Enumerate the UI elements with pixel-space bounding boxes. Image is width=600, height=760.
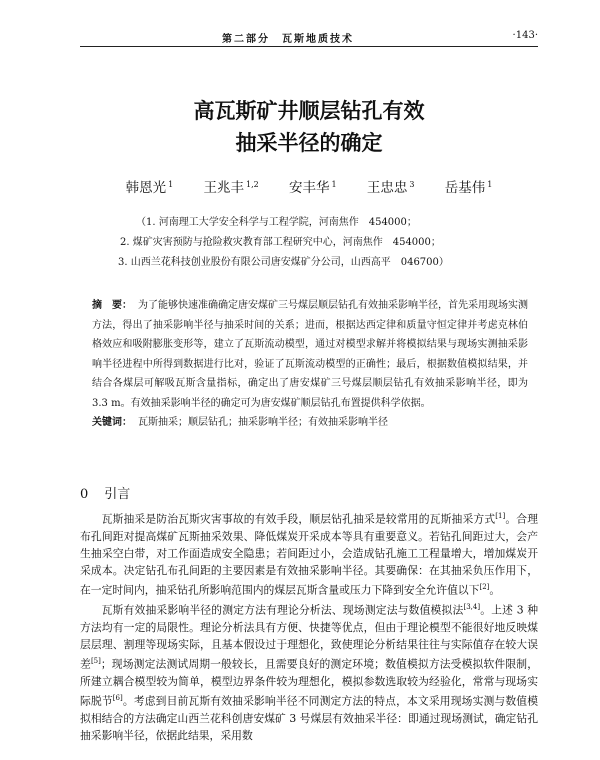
running-header bbox=[80, 30, 538, 44]
text-run: 。上述 3 种方法均有一定的局限性。理论分析法具有方便、快捷等优点，但由于理论模型不能很好地反映煤层层理、割理等现场实际，且基本假设过于理想化，致使理论分析结果往往与实际值存在较大误差 bbox=[80, 603, 539, 671]
abstract bbox=[92, 296, 528, 413]
text-run: 。合理布孔间距对提高煤矿瓦斯抽采效果、降低煤炭开采成本等具有重要意义。若钻孔间距过大，会产生抽采空白带，对工作面造成安全隐患；若间距过小，会造成钻孔施工工程量增大，增加煤炭开采成本。决定钻孔布孔间距的主要因素是有效抽采影响半径。其要确保：在其抽采负压作用下，在一定时间内，抽采钻孔所影响范围内的煤层瓦斯含量或压力下降到安全允许值以下 bbox=[80, 512, 539, 597]
running-title: 第二部分 瓦斯地质技术 bbox=[222, 34, 354, 45]
affiliations bbox=[80, 213, 538, 273]
abstract-label: 摘 要： bbox=[92, 300, 132, 311]
text-run: 。 bbox=[489, 584, 501, 597]
author bbox=[126, 180, 174, 196]
header-rule bbox=[80, 46, 538, 47]
author-name: 王兆丰 bbox=[203, 180, 244, 196]
keywords-label: 关键词： bbox=[92, 417, 132, 428]
text-run: 。考虑到目前瓦斯有效抽采影响半径不同测定方法的特点，本文采用现场实测与数值模拟相结合的方法确定山西兰花科创唐安煤矿 3 号煤层有效抽采半径：即通过现场测试，确定钻孔抽采影响半径，依据此结果，采用数 bbox=[80, 695, 539, 743]
page-number: ·143· bbox=[512, 30, 538, 41]
author-affiliation-mark: 1 bbox=[331, 179, 337, 189]
author-name: 岳基伟 bbox=[444, 180, 486, 196]
author-name: 王忠忠 bbox=[366, 180, 408, 196]
text-run: 瓦斯有效抽采影响半径的测定方法有理论分析法、现场测定法与数值模拟法 bbox=[101, 603, 464, 617]
affiliation-2: 2. 煤矿灾害预防与抢险救灾教育部工程研究中心，河南焦作 454000； bbox=[120, 237, 441, 248]
citation: [1] bbox=[495, 512, 506, 520]
keywords-text: 瓦斯抽采；顺层钻孔；抽采影响半径；有效抽采影响半径 bbox=[138, 417, 388, 428]
paper-title bbox=[80, 95, 538, 159]
paragraph bbox=[80, 508, 538, 599]
citation: [2] bbox=[479, 583, 490, 592]
author-affiliation-mark: 3 bbox=[409, 179, 415, 189]
affiliation-1: （1. 河南理工大学安全科学与工程学院，河南焦作 454000； bbox=[136, 217, 417, 228]
author bbox=[367, 180, 415, 196]
author-affiliation-mark: 1 bbox=[168, 179, 174, 189]
abstract-text: 为了能够快速准确确定唐安煤矿三号煤层顺层钻孔有效抽采影响半径，首先采用现场实测方法，得出了抽采影响半径与抽采时间的关系；进而，根据达西定律和质量守恒定律并考虑克林伯格效应和吸附膨胀变形等，建立了瓦斯流动模型，通过对模型求解并将模拟结果与现场实测抽采影响半径进程中所得到数据进行比对，验证了瓦斯流动模型的正确性；最后，根据数值模拟结果，并结合各煤层可解吸瓦斯含量指标，确定出了唐安煤矿三号煤层顺层钻孔有效抽采影响半径，即为 3.3 m。有效抽采影响半径的确定可为唐安煤矿顺层钻孔布置提供科学依据。 bbox=[92, 300, 528, 409]
author-list bbox=[80, 176, 538, 196]
citation: [3,4] bbox=[463, 603, 481, 612]
author-name: 韩恩光 bbox=[125, 180, 167, 196]
author bbox=[445, 180, 493, 196]
author-affiliation-mark: 1,2 bbox=[245, 179, 259, 189]
author bbox=[203, 180, 258, 196]
body-text bbox=[80, 508, 538, 745]
keywords bbox=[92, 413, 528, 433]
citation: [5] bbox=[90, 657, 101, 666]
affiliation-3: 3. 山西兰花科技创业股份有限公司唐安煤矿分公司，山西高平 046700） bbox=[118, 257, 449, 268]
section-number: 0 bbox=[80, 487, 89, 502]
text-run: 瓦斯抽采是防治瓦斯灾害事故的有效手段，顺层钻孔抽采是较常用的瓦斯抽采方式 bbox=[101, 512, 496, 526]
section-heading bbox=[80, 483, 130, 502]
title-line-1: 高瓦斯矿井顺层钻孔有效 bbox=[193, 98, 425, 123]
section-title: 引言 bbox=[104, 487, 131, 502]
citation: [6] bbox=[112, 694, 123, 703]
paragraph bbox=[80, 599, 538, 744]
author-affiliation-mark: 1 bbox=[487, 179, 493, 189]
author-name: 安丰华 bbox=[289, 180, 330, 196]
title-line-2: 抽采半径的确定 bbox=[235, 130, 383, 155]
text-run: ；现场测定法测试周期一般较长，且需要良好的测定环境；数值模拟方法受模拟软件限制，所建立耦合模型较为简单，模型边界条件较为理想化，模拟参数选取较为经验化，常常与现场实际脱节 bbox=[80, 658, 539, 708]
author bbox=[289, 180, 337, 196]
